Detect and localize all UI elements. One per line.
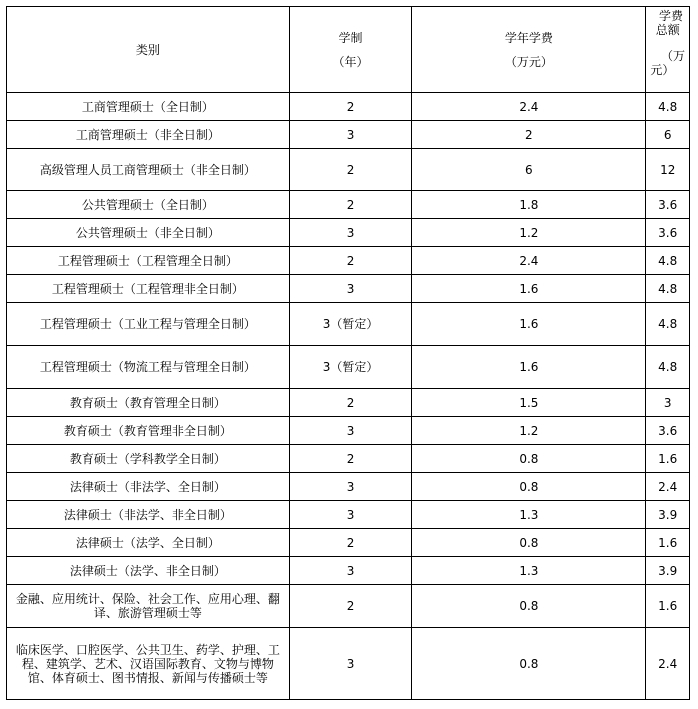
cell-annual-fee: 1.6 <box>412 346 646 389</box>
table-row <box>7 219 690 247</box>
table-row <box>7 473 690 501</box>
cell-category: 工程管理硕士（工程管理全日制） <box>7 247 290 275</box>
cell-annual-fee: 0.8 <box>412 628 646 700</box>
cell-category: 公共管理硕士（非全日制） <box>7 219 290 247</box>
table-row <box>7 445 690 473</box>
cell-duration: 2 <box>289 149 412 191</box>
table-row <box>7 93 690 121</box>
table-body <box>7 93 690 700</box>
cell-annual-fee: 6 <box>412 149 646 191</box>
cell-total-fee: 1.6 <box>646 529 690 557</box>
cell-category: 工程管理硕士（物流工程与管理全日制） <box>7 346 290 389</box>
cell-category: 工程管理硕士（工业工程与管理全日制） <box>7 303 290 346</box>
cell-annual-fee: 1.8 <box>412 191 646 219</box>
cell-total-fee: 2.4 <box>646 473 690 501</box>
cell-duration: 2 <box>289 529 412 557</box>
cell-total-fee: 3.6 <box>646 417 690 445</box>
cell-annual-fee: 1.6 <box>412 303 646 346</box>
header-total-fee-line1: 学费 <box>658 9 683 23</box>
table-row <box>7 557 690 585</box>
cell-duration: 3 <box>289 121 412 149</box>
cell-total-fee: 3.6 <box>646 219 690 247</box>
cell-annual-fee: 0.8 <box>412 585 646 628</box>
cell-category: 教育硕士（教育管理全日制） <box>7 389 290 417</box>
header-annual-fee-line2: （万元） <box>504 54 553 69</box>
cell-category: 临床医学、口腔医学、公共卫生、药学、护理、工程、建筑学、艺术、汉语国际教育、文物与博物馆、体育硕士、图书情报、新闻与传播硕士等 <box>7 628 290 700</box>
cell-duration: 2 <box>289 191 412 219</box>
cell-annual-fee: 2 <box>412 121 646 149</box>
cell-total-fee: 3 <box>646 389 690 417</box>
table-header-row <box>7 7 690 93</box>
cell-category: 法律硕士（非法学、非全日制） <box>7 501 290 529</box>
header-total-fee-line2: 总额 <box>655 23 680 37</box>
cell-category: 工商管理硕士（全日制） <box>7 93 290 121</box>
header-annual-fee-line1: 学年学费 <box>504 30 553 45</box>
cell-total-fee: 4.8 <box>646 346 690 389</box>
cell-duration: 2 <box>289 93 412 121</box>
cell-duration: 3 <box>289 219 412 247</box>
cell-annual-fee: 1.6 <box>412 275 646 303</box>
header-total-fee-line4: 元） <box>650 63 675 77</box>
tuition-table <box>6 6 690 700</box>
cell-total-fee: 2.4 <box>646 628 690 700</box>
cell-duration: 3 <box>289 275 412 303</box>
cell-duration: 3 <box>289 501 412 529</box>
table-row <box>7 628 690 700</box>
cell-annual-fee: 1.2 <box>412 417 646 445</box>
cell-annual-fee: 0.8 <box>412 445 646 473</box>
table-row <box>7 149 690 191</box>
cell-category: 高级管理人员工商管理硕士（非全日制） <box>7 149 290 191</box>
cell-duration: 3（暂定） <box>289 346 412 389</box>
cell-total-fee: 4.8 <box>646 303 690 346</box>
cell-annual-fee: 2.4 <box>412 93 646 121</box>
header-annual-fee <box>412 7 646 93</box>
cell-annual-fee: 0.8 <box>412 529 646 557</box>
table-row <box>7 417 690 445</box>
cell-category: 金融、应用统计、保险、社会工作、应用心理、翻译、旅游管理硕士等 <box>7 585 290 628</box>
cell-duration: 2 <box>289 389 412 417</box>
cell-total-fee: 4.8 <box>646 275 690 303</box>
cell-total-fee: 3.9 <box>646 501 690 529</box>
cell-annual-fee: 1.3 <box>412 557 646 585</box>
cell-annual-fee: 0.8 <box>412 473 646 501</box>
cell-duration: 3 <box>289 628 412 700</box>
table-row <box>7 346 690 389</box>
header-duration <box>289 7 412 93</box>
cell-duration: 2 <box>289 445 412 473</box>
cell-duration: 3（暂定） <box>289 303 412 346</box>
table-row <box>7 121 690 149</box>
cell-category: 法律硕士（法学、非全日制） <box>7 557 290 585</box>
cell-total-fee: 1.6 <box>646 445 690 473</box>
table-row <box>7 191 690 219</box>
table-row <box>7 389 690 417</box>
cell-total-fee: 4.8 <box>646 93 690 121</box>
cell-duration: 3 <box>289 417 412 445</box>
table-row <box>7 275 690 303</box>
cell-total-fee: 3.9 <box>646 557 690 585</box>
cell-category: 公共管理硕士（全日制） <box>7 191 290 219</box>
cell-category: 工商管理硕士（非全日制） <box>7 121 290 149</box>
cell-annual-fee: 1.5 <box>412 389 646 417</box>
header-total-fee <box>646 7 690 93</box>
cell-duration: 2 <box>289 247 412 275</box>
table-row <box>7 501 690 529</box>
header-duration-line2: （年） <box>332 54 369 69</box>
table-row <box>7 529 690 557</box>
cell-annual-fee: 1.3 <box>412 501 646 529</box>
table-row <box>7 585 690 628</box>
cell-duration: 2 <box>289 585 412 628</box>
cell-duration: 3 <box>289 473 412 501</box>
cell-total-fee: 1.6 <box>646 585 690 628</box>
header-total-fee-line3: （万 <box>660 49 685 63</box>
header-duration-line1: 学制 <box>338 30 363 45</box>
table-row <box>7 247 690 275</box>
cell-category: 教育硕士（学科教学全日制） <box>7 445 290 473</box>
cell-total-fee: 12 <box>646 149 690 191</box>
header-category: 类别 <box>7 7 290 93</box>
cell-annual-fee: 2.4 <box>412 247 646 275</box>
cell-total-fee: 6 <box>646 121 690 149</box>
cell-category: 法律硕士（法学、全日制） <box>7 529 290 557</box>
cell-category: 法律硕士（非法学、全日制） <box>7 473 290 501</box>
cell-total-fee: 3.6 <box>646 191 690 219</box>
cell-annual-fee: 1.2 <box>412 219 646 247</box>
cell-duration: 3 <box>289 557 412 585</box>
cell-total-fee: 4.8 <box>646 247 690 275</box>
table-row <box>7 303 690 346</box>
cell-category: 工程管理硕士（工程管理非全日制） <box>7 275 290 303</box>
cell-category: 教育硕士（教育管理非全日制） <box>7 417 290 445</box>
